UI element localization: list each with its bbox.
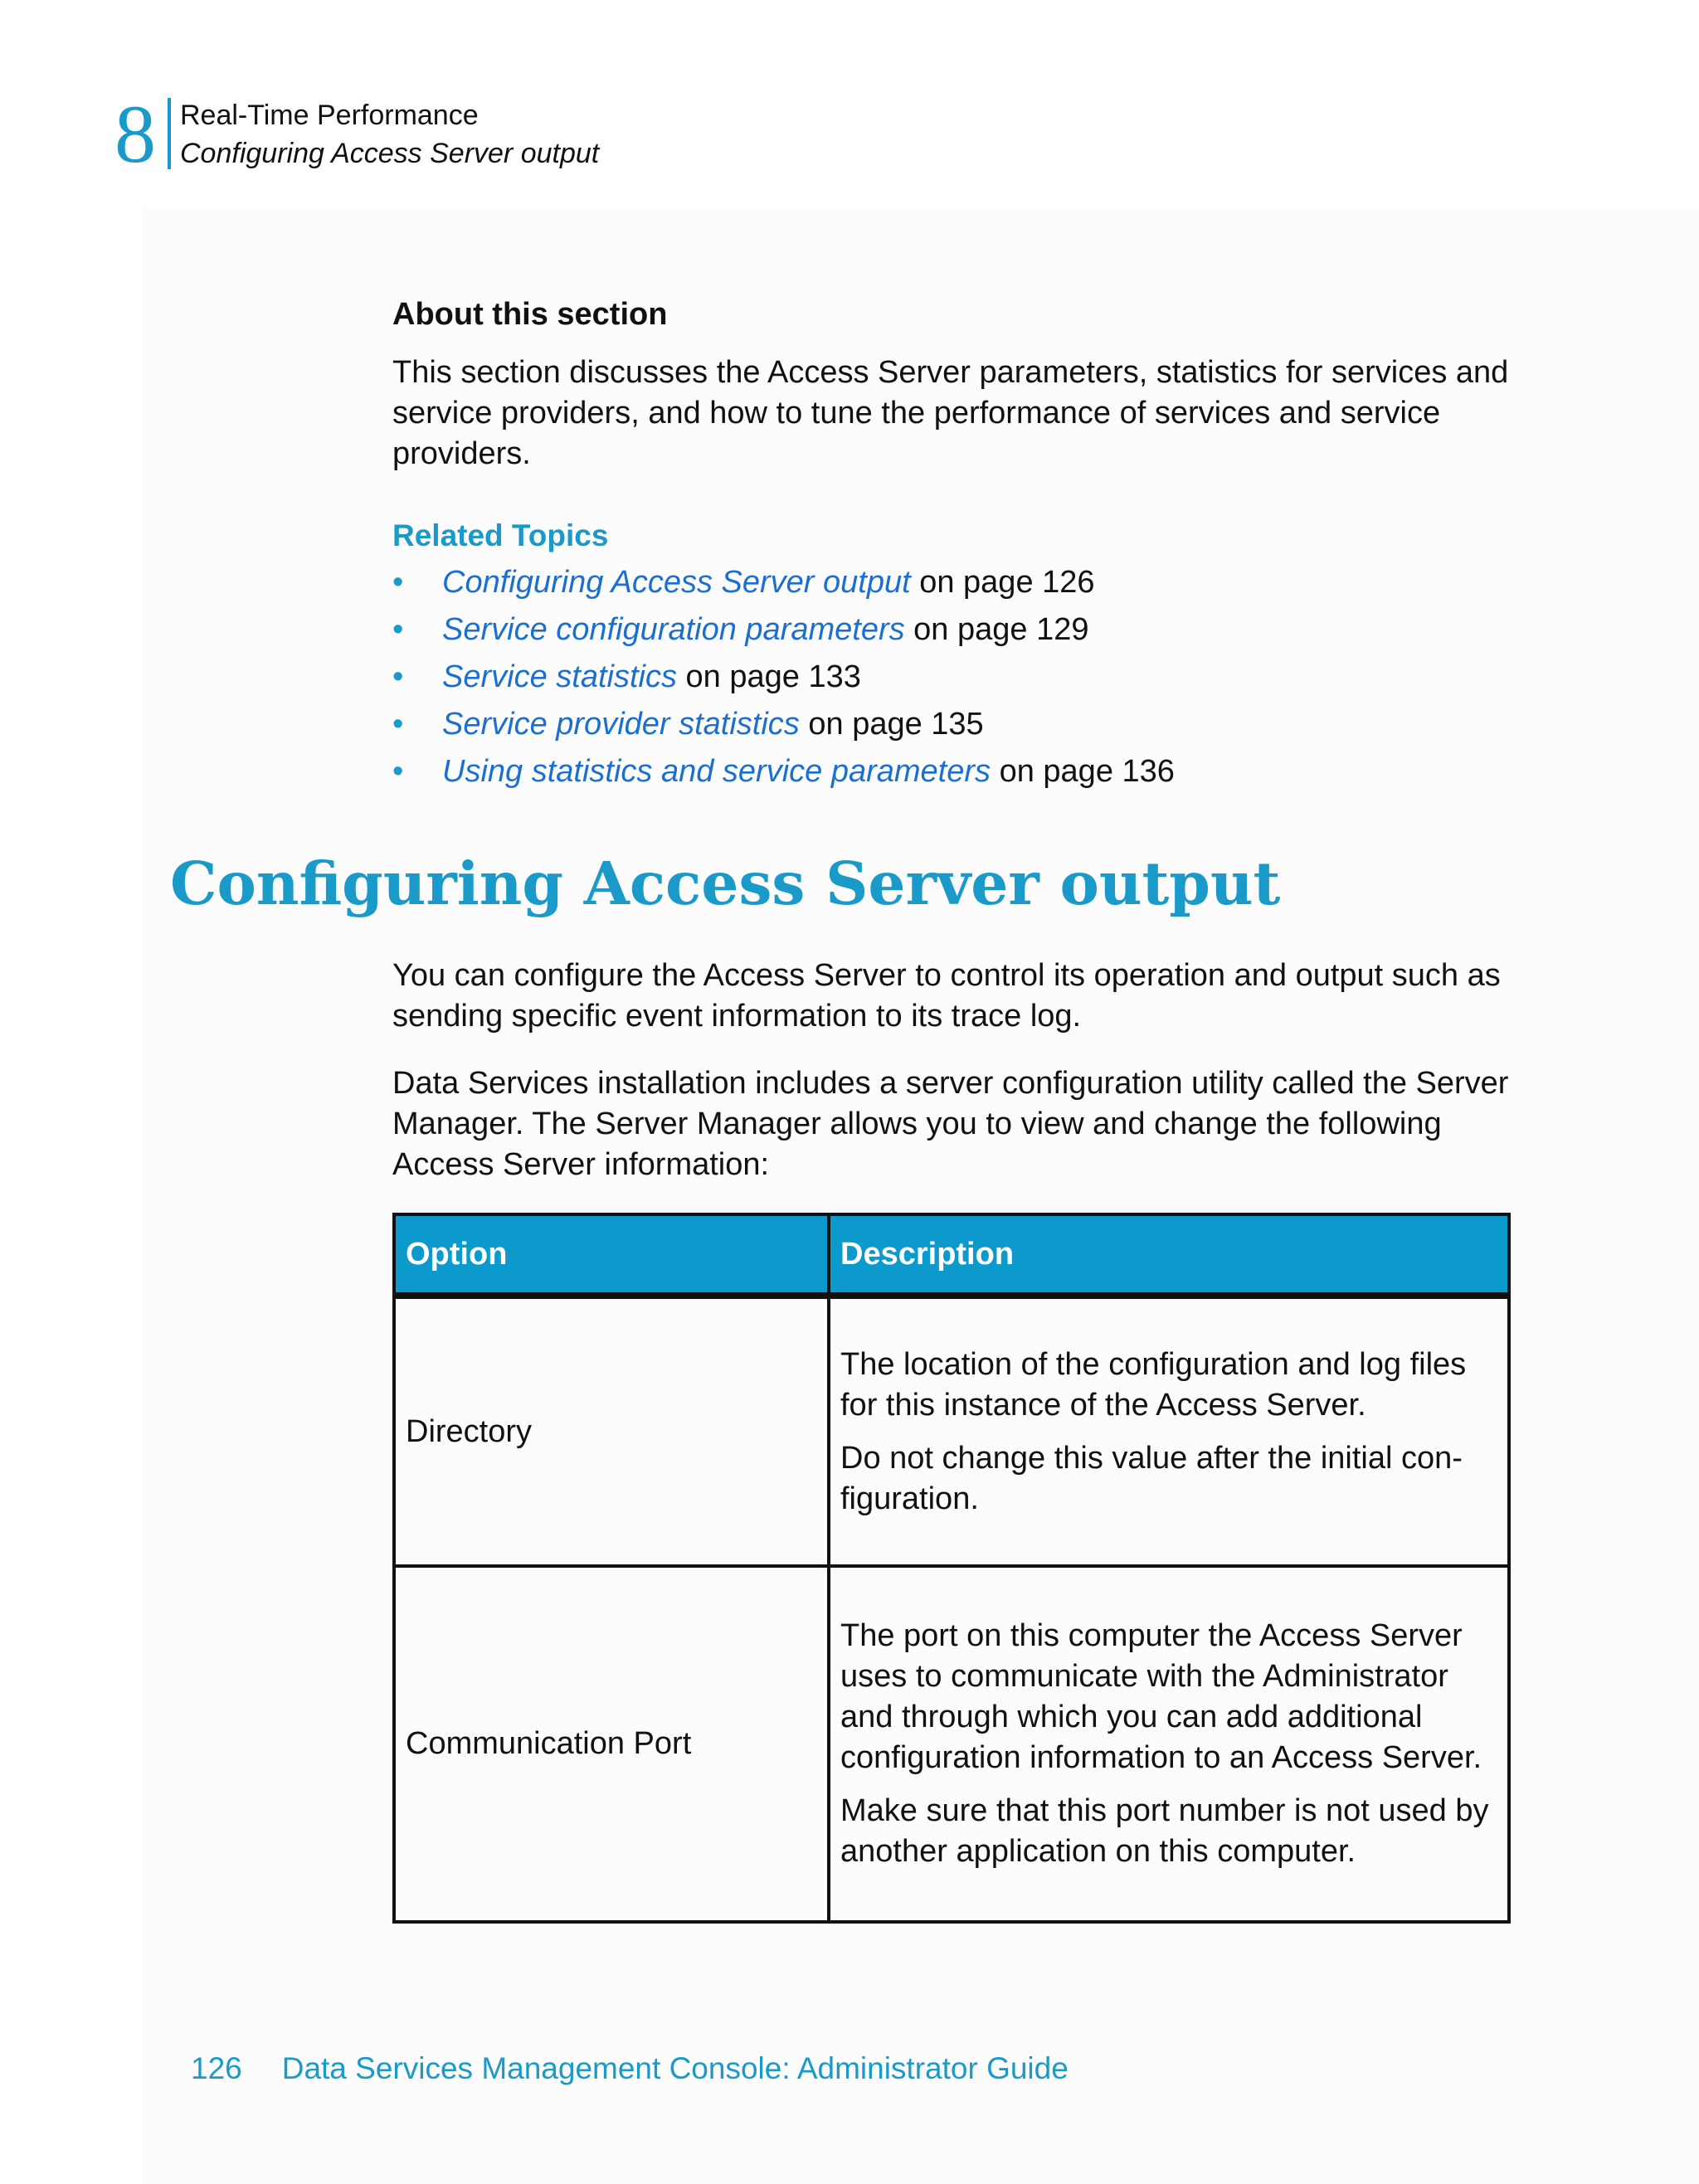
section-title: Configuring Access Server output <box>170 849 1281 918</box>
table-cell-description <box>829 1566 1509 1922</box>
related-topic-item <box>392 655 1512 703</box>
header-divider <box>168 98 171 169</box>
bullet-icon: • <box>392 612 404 647</box>
table-cell-description <box>829 1296 1509 1566</box>
table-header-option: Option <box>394 1214 829 1296</box>
related-topic-item <box>392 561 1512 608</box>
topic-link[interactable]: Service configuration parameters <box>442 612 905 647</box>
description-paragraph: The port on this computer the Access Server uses to communicate with the Administrator and through which you can add additional configuration information to an Access Server. <box>840 1618 1482 1775</box>
table-header-row <box>394 1214 1509 1296</box>
topic-link[interactable]: Using statistics and service parameters <box>442 754 991 789</box>
book-title: Data Services Management Console: Administrator Guide <box>281 2051 1069 2085</box>
table-cell-option: Directory <box>394 1296 829 1566</box>
about-heading: About this section <box>392 297 668 332</box>
topic-page-ref: on page 136 <box>991 754 1175 789</box>
bullet-icon: • <box>392 707 404 742</box>
table-cell-option: Communication Port <box>394 1566 829 1922</box>
page-footer <box>191 2049 1069 2089</box>
page-number: 126 <box>191 2051 242 2085</box>
server-manager-paragraph: Data Services installation includes a server configuration utility called the Server Manager. The Server Manager allows you to view and change the following Access Server information: <box>392 1066 1509 1182</box>
chapter-number: 8 <box>114 88 156 180</box>
running-header-chapter: Real-Time Performance <box>180 100 479 131</box>
topic-link[interactable]: Configuring Access Server output <box>442 565 911 600</box>
related-topics-list <box>392 561 1512 797</box>
related-topics-heading: Related Topics <box>392 518 609 552</box>
topic-link[interactable]: Service statistics <box>442 659 677 694</box>
description-paragraph: Do not change this value after the initial con-figuration. <box>840 1440 1463 1516</box>
topic-page-ref: on page 133 <box>676 659 861 694</box>
description-paragraph: The location of the configuration and log files for this instance of the Access Server. <box>840 1346 1467 1423</box>
topic-page-ref: on page 126 <box>910 565 1095 600</box>
running-header-section: Configuring Access Server output <box>180 138 600 169</box>
topic-page-ref: on page 129 <box>904 612 1089 647</box>
table-row <box>394 1566 1509 1922</box>
description-paragraph: Make sure that this port number is not used by another application on this computer. <box>840 1793 1489 1869</box>
topic-page-ref: on page 135 <box>799 707 984 742</box>
options-table <box>392 1213 1511 1924</box>
bullet-icon: • <box>392 659 404 694</box>
related-topic-item <box>392 750 1512 797</box>
related-topic-item <box>392 608 1512 655</box>
topic-link[interactable]: Service provider statistics <box>442 707 800 742</box>
bullet-icon: • <box>392 565 404 600</box>
bullet-icon: • <box>392 754 404 789</box>
related-topic-item <box>392 703 1512 750</box>
table-row <box>394 1296 1509 1566</box>
table-header-description: Description <box>829 1214 1509 1296</box>
intro-paragraph: You can configure the Access Server to control its operation and output such as sending specific event information to its trace log. <box>392 958 1501 1034</box>
about-body: This section discusses the Access Server parameters, statistics for services and service providers, and how to tune the performance of services and service providers. <box>392 355 1509 471</box>
